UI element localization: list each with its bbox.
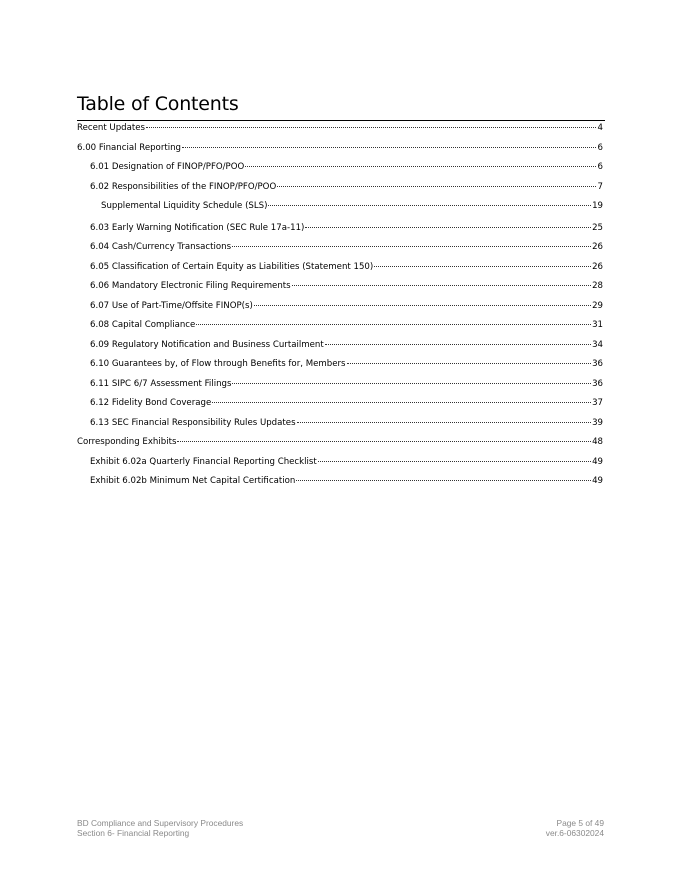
toc-dot-leader: [296, 479, 591, 481]
toc-entry-page: 48: [592, 437, 603, 447]
toc-entry[interactable]: [77, 201, 603, 223]
page-title: Table of Contents: [77, 93, 605, 121]
toc-entry[interactable]: [77, 281, 603, 301]
toc-entry[interactable]: [77, 418, 603, 438]
toc-dot-leader: [292, 284, 591, 286]
toc-dot-leader: [196, 323, 591, 325]
toc-entry-label: 6.11 SIPC 6/7 Assessment Filings: [90, 378, 232, 389]
toc-entry-page: 6: [597, 162, 603, 172]
footer-section-title: Section 6- Financial Reporting: [77, 828, 190, 838]
toc-entry-label: 6.12 Fidelity Bond Coverage: [90, 398, 212, 408]
toc-entry-label: 6.06 Mandatory Electronic Filing Requirements: [90, 281, 291, 291]
toc-dot-leader: [254, 304, 591, 306]
footer-version: ver.6-06302024: [545, 828, 604, 838]
toc-dot-leader: [232, 382, 591, 384]
toc-entry-page: 29: [592, 300, 603, 311]
toc-entry-label: Corresponding Exhibits: [77, 437, 177, 447]
toc-entry[interactable]: [77, 320, 603, 340]
toc-list: [77, 123, 603, 496]
toc-dot-leader: [305, 226, 591, 228]
toc-entry-label: 6.07 Use of Part-Time/Offsite FINOP(s): [90, 300, 253, 311]
toc-entry[interactable]: [77, 123, 603, 143]
toc-entry-label: 6.13 SEC Financial Responsibility Rules Updates: [90, 417, 296, 428]
toc-entry[interactable]: [77, 301, 603, 321]
toc-dot-leader: [182, 146, 596, 148]
toc-dot-leader: [325, 343, 591, 345]
toc-dot-leader: [277, 185, 596, 187]
toc-entry-label: Exhibit 6.02b Minimum Net Capital Certification: [90, 476, 296, 486]
toc-entry[interactable]: [77, 340, 603, 360]
toc-entry-label: 6.05 Classification of Certain Equity as Liabilities (Statement 150): [90, 261, 374, 272]
footer-right: [546, 818, 604, 838]
toc-entry[interactable]: [77, 182, 603, 202]
toc-entry[interactable]: [77, 262, 603, 282]
toc-dot-leader: [245, 165, 596, 167]
toc-entry-page: 19: [592, 201, 603, 211]
toc-entry-page: 39: [592, 417, 603, 428]
toc-dot-leader: [177, 440, 591, 442]
toc-entry-page: 36: [592, 359, 603, 369]
toc-entry-label: 6.02 Responsibilities of the FINOP/PFO/POO: [90, 181, 277, 192]
toc-entry-page: 6: [597, 142, 603, 153]
toc-entry-label: Exhibit 6.02a Quarterly Financial Reporting Checklist: [90, 456, 317, 467]
toc-entry[interactable]: [77, 457, 603, 477]
toc-entry-label: 6.01 Designation of FINOP/PFO/POO: [90, 162, 245, 172]
toc-entry[interactable]: [77, 162, 603, 182]
toc-dot-leader: [146, 126, 596, 128]
toc-dot-leader: [232, 245, 591, 247]
footer-page-number: Page 5 of 49: [556, 818, 604, 828]
toc-entry-page: 49: [592, 456, 603, 467]
toc-entry[interactable]: [77, 223, 603, 243]
toc-entry-page: 4: [597, 123, 603, 133]
toc-entry-label: 6.00 Financial Reporting: [77, 142, 182, 153]
toc-entry-page: 25: [592, 222, 603, 233]
toc-dot-leader: [374, 265, 591, 267]
toc-entry-page: 26: [592, 242, 603, 252]
footer-document-title: BD Compliance and Supervisory Procedures: [77, 818, 244, 828]
toc-entry-label: Supplemental Liquidity Schedule (SLS): [101, 201, 268, 211]
toc-entry[interactable]: [77, 398, 603, 418]
toc-entry-page: 31: [592, 320, 603, 330]
toc-dot-leader: [347, 362, 592, 364]
toc-entry-label: Recent Updates: [77, 123, 146, 133]
footer-left: [77, 818, 243, 838]
toc-entry-page: 37: [592, 398, 603, 408]
toc-entry-label: 6.04 Cash/Currency Transactions: [90, 242, 232, 252]
toc-entry-page: 34: [592, 339, 603, 350]
toc-entry[interactable]: [77, 242, 603, 262]
toc-entry-label: 6.08 Capital Compliance: [90, 320, 196, 330]
toc-entry-label: 6.09 Regulatory Notification and Business Curtailment: [90, 339, 324, 350]
toc-entry-page: 49: [592, 476, 603, 486]
toc-entry[interactable]: [77, 476, 603, 496]
toc-entry[interactable]: [77, 437, 603, 457]
toc-entry-label: 6.10 Guarantees by, of Flow through Benefits for, Members: [90, 359, 346, 369]
toc-dot-leader: [212, 401, 591, 403]
toc-entry[interactable]: [77, 359, 603, 379]
toc-dot-leader: [297, 421, 592, 423]
toc-dot-leader: [318, 460, 591, 462]
toc-entry[interactable]: [77, 379, 603, 399]
toc-entry-page: 26: [592, 261, 603, 272]
toc-entry-page: 36: [592, 378, 603, 389]
toc-entry-page: 7: [597, 181, 603, 192]
toc-entry-label: 6.03 Early Warning Notification (SEC Rule 17a-11): [90, 222, 305, 233]
toc-entry[interactable]: [77, 143, 603, 163]
toc-dot-leader: [268, 204, 591, 206]
toc-entry-page: 28: [592, 281, 603, 291]
